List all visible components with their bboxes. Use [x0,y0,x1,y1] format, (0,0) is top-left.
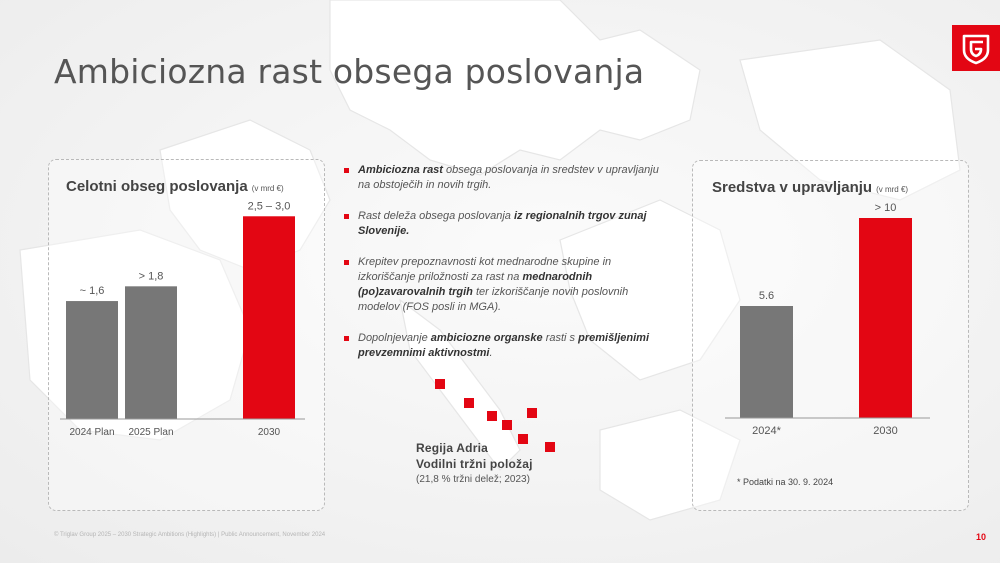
map-marker [435,379,445,389]
assets-under-management-unit: (v mrd €) [876,185,909,194]
bar-value-label: 5.6 [758,290,775,302]
bullet-emphasis: iz regionalnih trgov zunaj Slovenije. [358,210,647,237]
bullet-text: rasti s [542,332,579,344]
bullet-text: Rast deleža obsega poslovanja [358,210,514,222]
map-marker [527,408,537,418]
x-tick-label: 2030 [257,427,281,438]
bullet-item [344,163,664,193]
total-business-volume-title-text: Celotni obseg poslovanja [66,178,248,195]
page-number: 10 [976,532,987,542]
adria-market-share: (21,8 % tržni delež; 2023) [416,474,530,485]
bar-2024 [740,306,793,418]
assets-under-management-title-text: Sredstva v upravljanju [712,179,873,196]
bullet-text: . [489,347,493,359]
bullet-emphasis: ambiciozne organske [430,332,543,344]
adria-region-name: Regija Adria [416,441,488,455]
total-business-volume-unit: (v mrd €) [251,184,284,193]
bar-value-label: > 10 [874,202,897,214]
bullet-item [344,255,664,315]
x-tick-label: 2024 Plan [69,427,115,438]
map-marker [545,442,555,452]
bullet-item [344,209,664,239]
bullet-text: Dopolnjevanje [358,332,431,344]
bullet-text: Krepitev prepoznavnosti kot mednarodne skupine in izkoriščanje priložnosti za rast na [358,256,612,283]
adria-market-position: Vodilni tržni položaj [416,457,533,471]
page-title: Ambiciozna rast obsega poslovanja [54,52,645,91]
map-marker [464,398,474,408]
adria-region-label [416,440,533,488]
bullet-text: ter izkoriščanje novih poslovnih modelov (FOS posli in MGA). [358,286,629,313]
bar-value-label: 2,5 – 3,0 [247,200,291,213]
bar-2030 [859,218,912,418]
map-marker [487,411,497,421]
footer-copyright: © Triglav Group 2025 – 2030 Strategic Ambitions (Highlights) | Public Announcement, November 2024 [54,532,326,538]
bar-value-label: ~ 1,6 [79,285,105,298]
bullet-emphasis: premišljenimi prevzemnimi aktivnostmi [358,332,650,359]
bar-value-label: > 1,8 [138,270,164,283]
bullet-item [344,331,664,361]
x-tick-label: 2024* [752,425,781,437]
map-marker [502,420,512,430]
x-tick-label: 2030 [873,425,898,437]
bullet-text: obsega poslovanja in sredstev v upravljanju na obstoječih in novih trgih. [358,164,659,191]
bullet-emphasis: Ambiciozna rast [358,164,443,176]
assets-footnote: * Podatki na 30. 9. 2024 [737,477,834,487]
bullet-list [344,163,664,377]
bullet-emphasis: mednarodnih (po)zavarovalnih trgih [358,271,593,298]
x-tick-label: 2025 Plan [128,427,174,438]
